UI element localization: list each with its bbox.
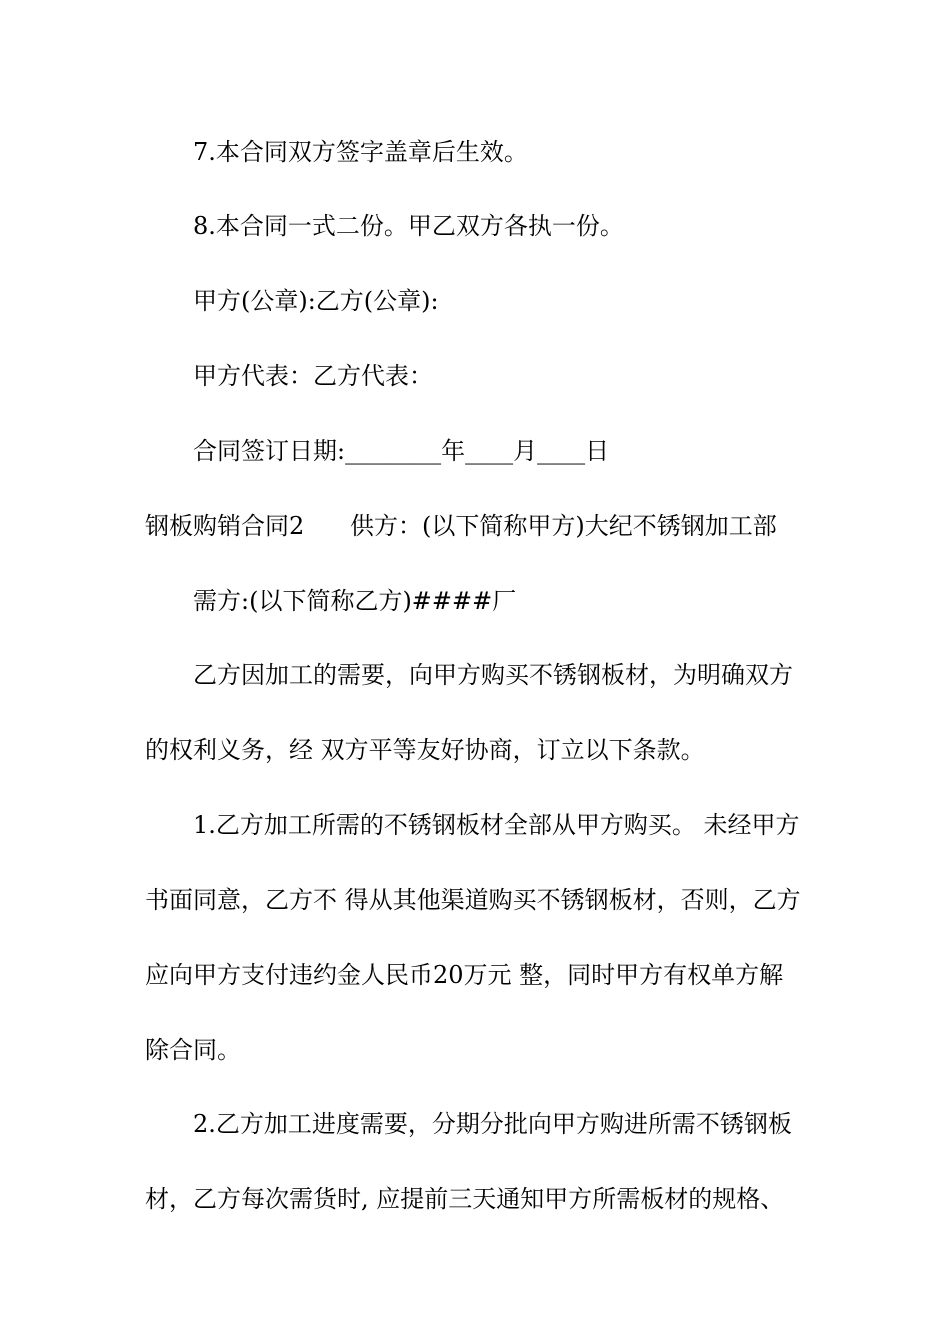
clause-1-line-4: 除合同。: [145, 1036, 241, 1064]
clause-1-line-1: 1.乙方加工所需的不锈钢板材全部从甲方购买。 未经甲方: [193, 811, 800, 839]
clause-1-line-3: 应向甲方支付违约金人民币20万元 整，同时甲方有权单方解: [145, 961, 784, 989]
party-representative-line: 甲方代表：乙方代表：: [193, 362, 433, 390]
clause-2-line-2: 材，乙方每次需货时, 应提前三天通知甲方所需板材的规格、: [145, 1185, 785, 1213]
contract-2-heading: 钢板购销合同2 供方：(以下简称甲方)大纪不锈钢加工部: [145, 512, 777, 540]
signing-date-line: 合同签订日期:________年____月____日: [193, 437, 610, 465]
buyer-line: 需方:(以下简称乙方)####厂: [193, 587, 517, 615]
clause-7: 7.本合同双方签字盖章后生效。: [193, 138, 528, 166]
clause-2-line-1: 2.乙方加工进度需要，分期分批向甲方购进所需不锈钢板: [193, 1110, 792, 1138]
party-seal-line: 甲方(公章):乙方(公章):: [193, 287, 439, 315]
preamble-line-2: 的权利义务，经 双方平等友好协商，订立以下条款。: [145, 736, 705, 764]
clause-8: 8.本合同一式二份。甲乙双方各执一份。: [193, 212, 624, 240]
preamble-line-1: 乙方因加工的需要，向甲方购买不锈钢板材，为明确双方: [193, 661, 793, 689]
clause-1-line-2: 书面同意，乙方不 得从其他渠道购买不锈钢板材，否则，乙方: [145, 886, 801, 914]
